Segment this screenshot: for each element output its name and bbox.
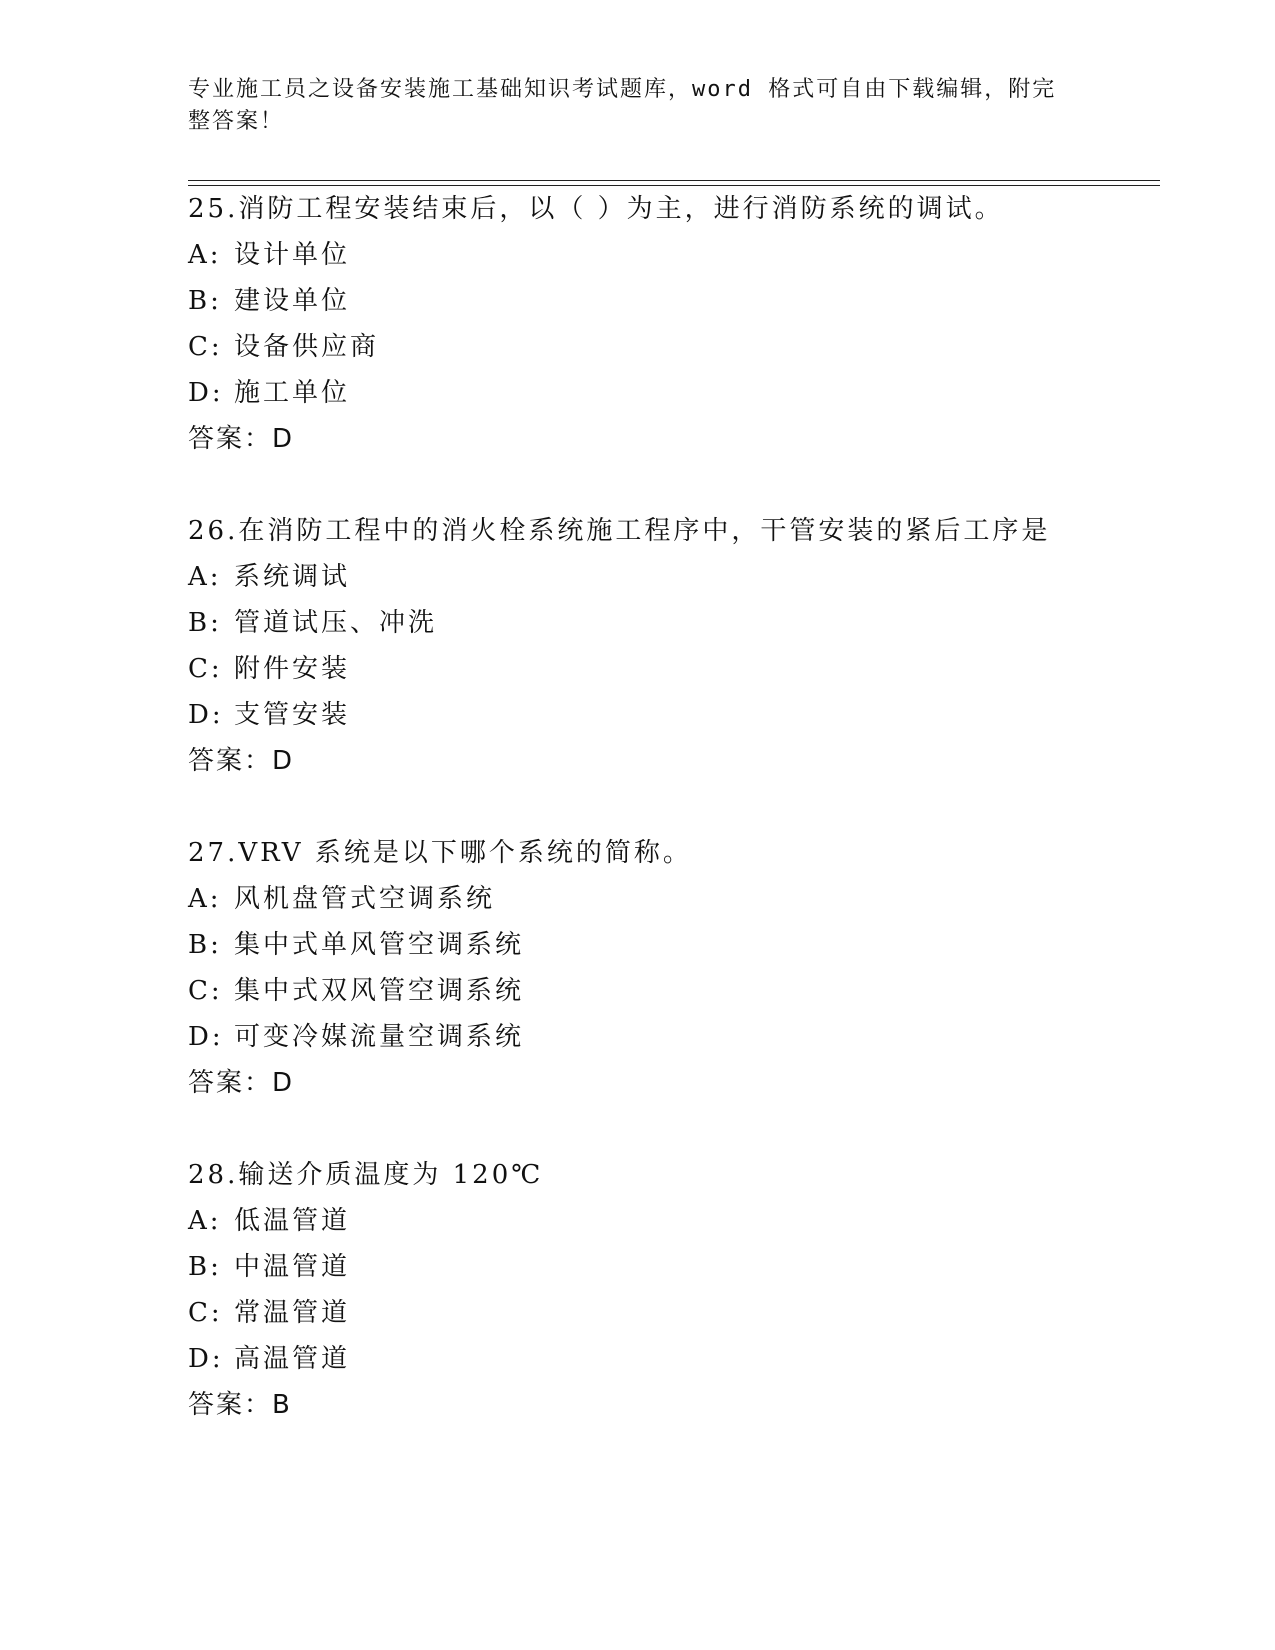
option-text: 常温管道 <box>234 1298 351 1328</box>
option-text: 低温管道 <box>234 1206 351 1236</box>
option-c <box>188 324 1188 370</box>
option-d <box>188 1014 1188 1060</box>
option-b <box>188 600 1188 646</box>
option-text: 施工单位 <box>234 378 351 408</box>
option-c <box>188 646 1188 692</box>
option-d <box>188 370 1188 416</box>
option-text: 支管安装 <box>234 700 351 730</box>
option-key: D: <box>188 700 224 730</box>
answer-label: 答案：B <box>188 1390 292 1420</box>
header-divider-top <box>188 180 1160 181</box>
option-key: D: <box>188 1022 224 1052</box>
option-key: A: <box>188 562 222 592</box>
option-c <box>188 968 1188 1014</box>
option-a <box>188 232 1188 278</box>
option-text: 风机盘管式空调系统 <box>234 884 496 914</box>
option-a <box>188 1198 1188 1244</box>
answer-label: 答案：D <box>188 1068 295 1098</box>
option-text: 系统调试 <box>234 562 351 592</box>
option-text: 建设单位 <box>234 286 351 316</box>
option-d <box>188 692 1188 738</box>
document-header: 专业施工员之设备安装施工基础知识考试题库，word 格式可自由下载编辑，附完整答案！ <box>188 77 1057 134</box>
question-stem: 27.VRV 系统是以下哪个系统的简称。 <box>188 838 692 868</box>
option-a <box>188 554 1188 600</box>
question-28 <box>188 1152 1188 1428</box>
question-27 <box>188 830 1188 1106</box>
option-key: C: <box>188 976 223 1006</box>
option-text: 附件安装 <box>234 654 351 684</box>
question-stem: 25.消防工程安装结束后，以（ ）为主，进行消防系统的调试。 <box>188 194 1004 224</box>
option-d <box>188 1336 1188 1382</box>
option-key: A: <box>188 884 222 914</box>
question-stem: 26.在消防工程中的消火栓系统施工程序中，干管安装的紧后工序是 <box>188 516 1051 546</box>
option-key: B: <box>188 930 222 960</box>
option-key: C: <box>188 332 223 362</box>
question-stem: 28.输送介质温度为 120℃ <box>188 1160 544 1190</box>
option-text: 设备供应商 <box>234 332 380 362</box>
option-text: 可变冷媒流量空调系统 <box>234 1022 525 1052</box>
question-25 <box>188 186 1188 462</box>
option-text: 中温管道 <box>234 1252 351 1282</box>
option-key: A: <box>188 1206 222 1236</box>
option-b <box>188 922 1188 968</box>
option-key: D: <box>188 1344 224 1374</box>
option-a <box>188 876 1188 922</box>
option-key: C: <box>188 1298 223 1328</box>
option-key: B: <box>188 286 222 316</box>
option-text: 设计单位 <box>234 240 351 270</box>
option-key: B: <box>188 608 222 638</box>
option-b <box>188 278 1188 324</box>
option-key: C: <box>188 654 223 684</box>
option-c <box>188 1290 1188 1336</box>
option-key: D: <box>188 378 224 408</box>
option-key: A: <box>188 240 222 270</box>
question-26 <box>188 508 1188 784</box>
option-text: 集中式单风管空调系统 <box>234 930 525 960</box>
answer-label: 答案：D <box>188 746 295 776</box>
option-b <box>188 1244 1188 1290</box>
option-text: 管道试压、冲洗 <box>234 608 438 638</box>
option-text: 集中式双风管空调系统 <box>234 976 525 1006</box>
answer-label: 答案：D <box>188 424 295 454</box>
option-text: 高温管道 <box>234 1344 351 1374</box>
option-key: B: <box>188 1252 222 1282</box>
